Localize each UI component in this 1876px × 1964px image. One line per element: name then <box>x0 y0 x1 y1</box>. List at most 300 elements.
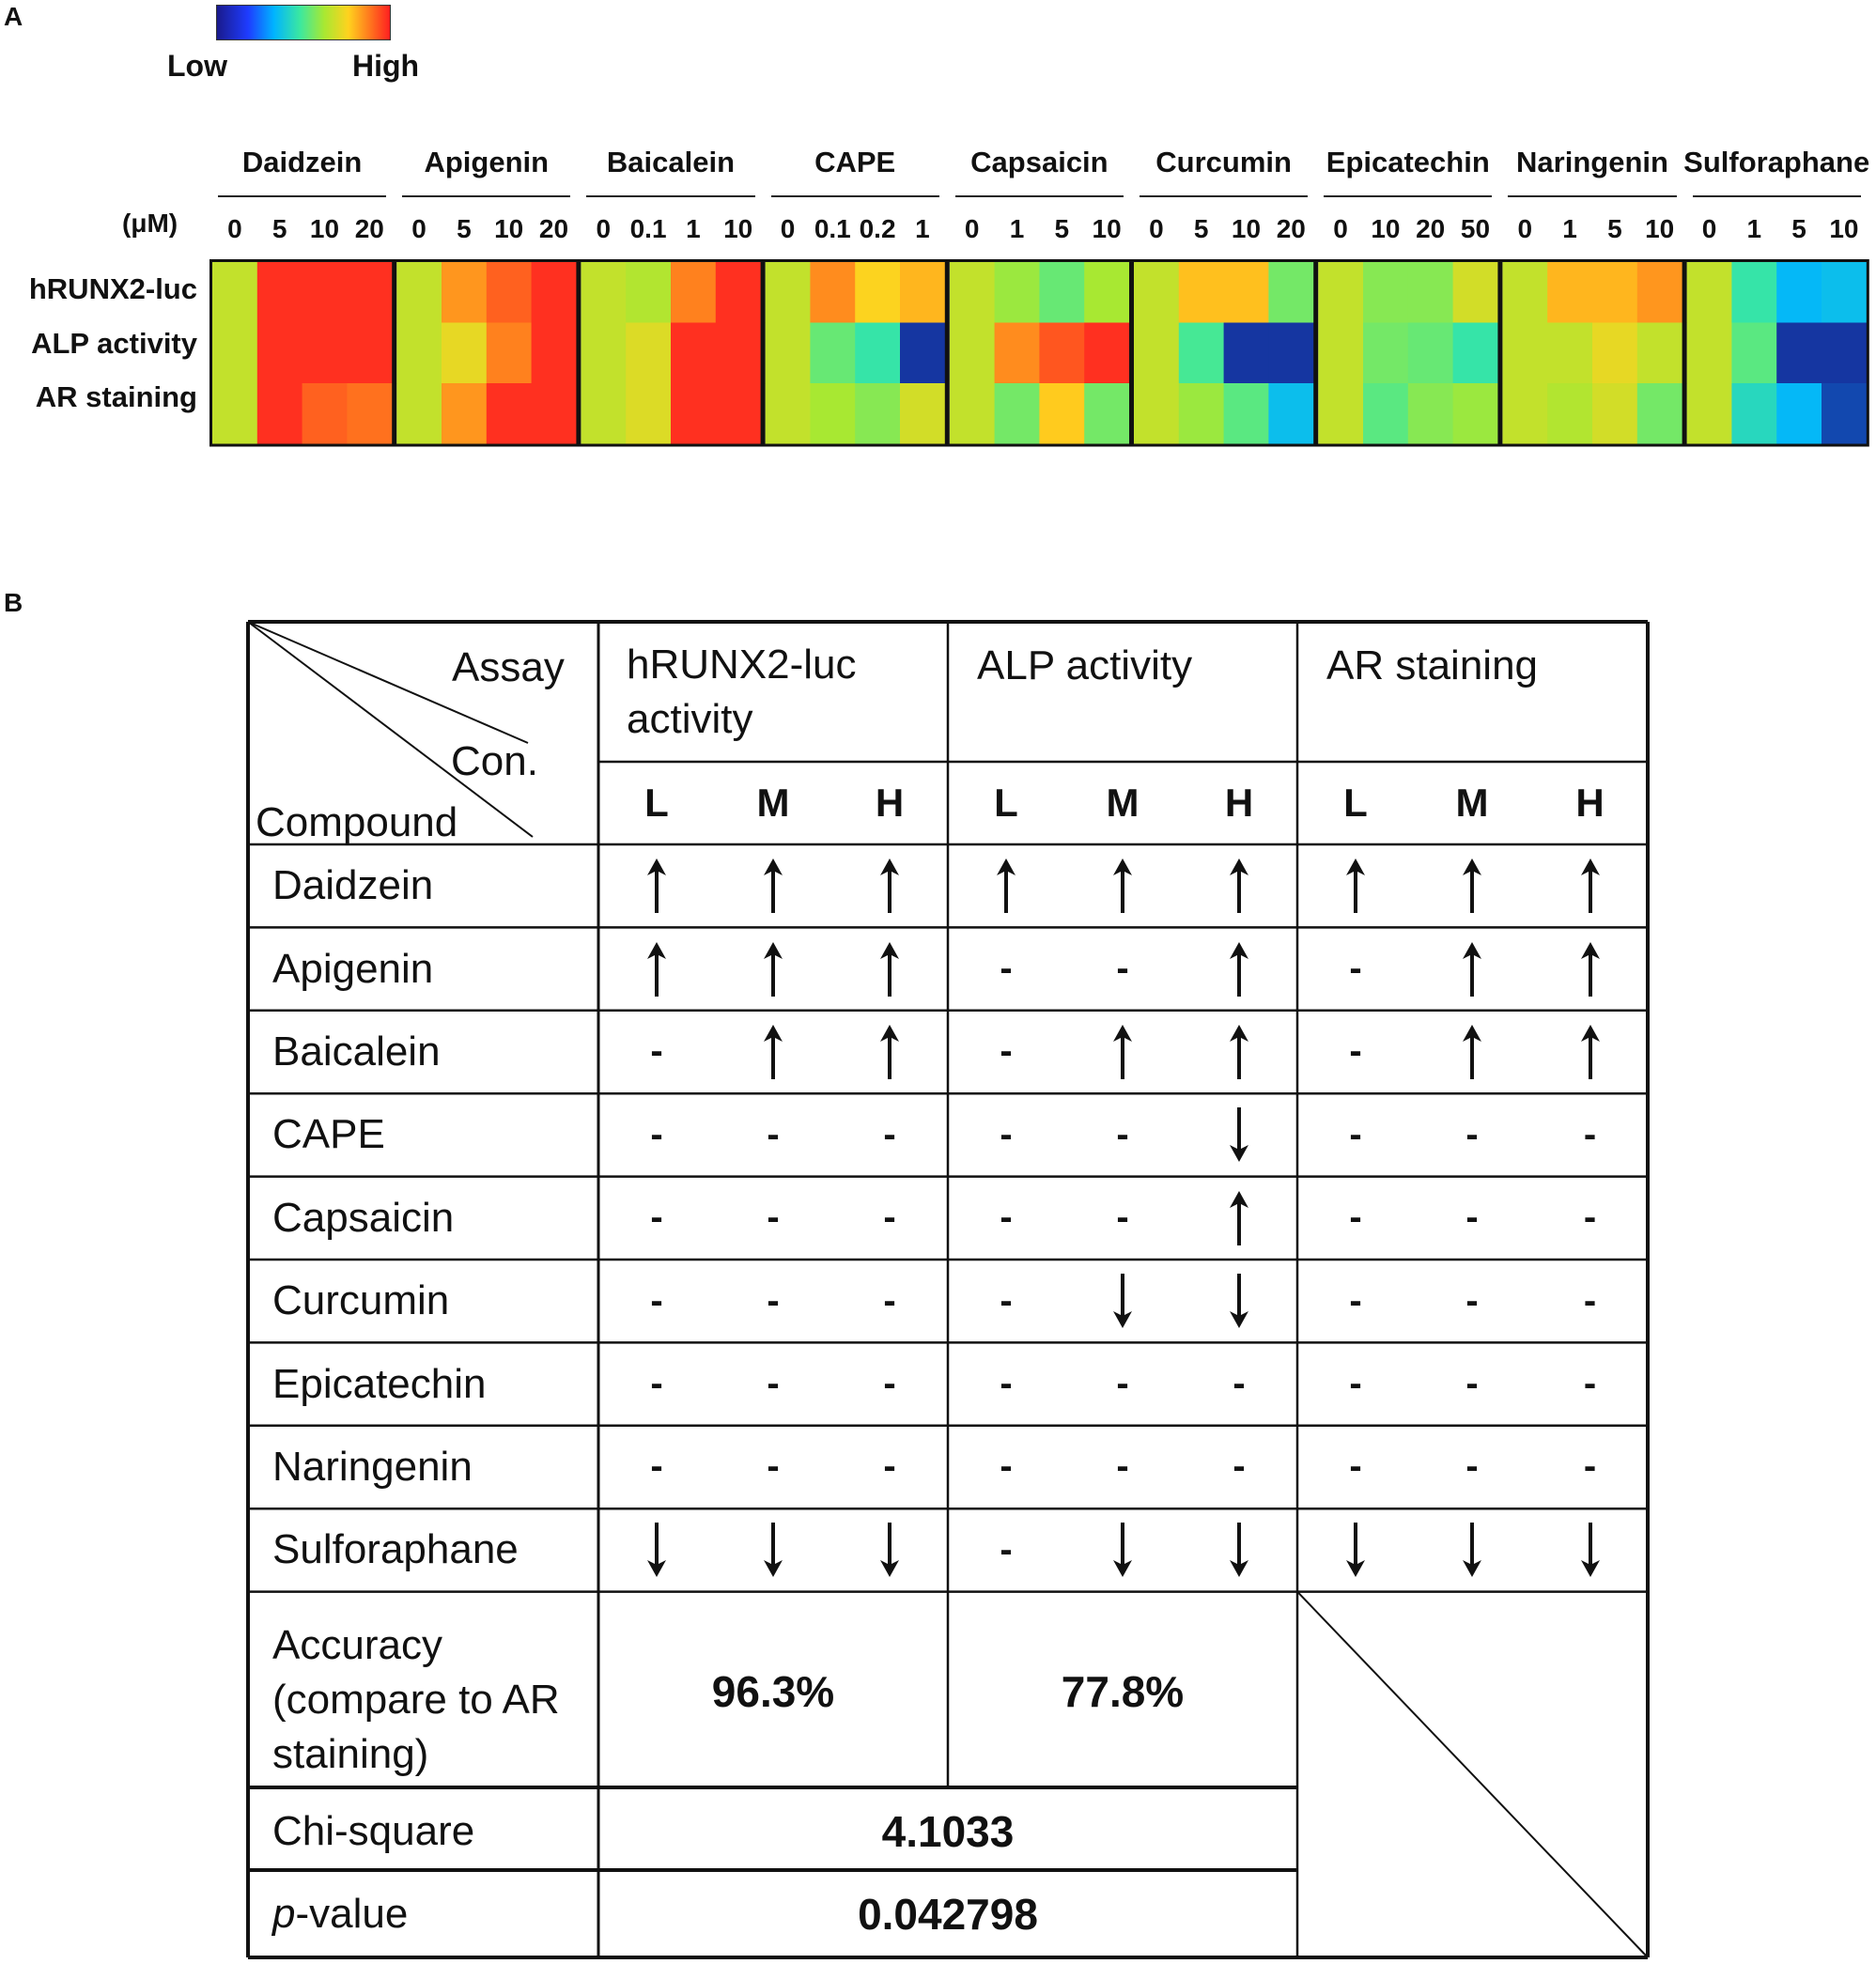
compound-underline <box>1324 195 1492 197</box>
effect-cell <box>1181 1177 1297 1260</box>
arrow-up-icon <box>1111 857 1134 915</box>
chi-square-value: 4.1033 <box>881 1807 1015 1856</box>
heatmap-cell-curcumin-1-3 <box>1268 323 1313 384</box>
compound-header-sulforaphane: Sulforaphane <box>1683 146 1870 178</box>
heatmap-cell-cape-1-3 <box>900 323 945 384</box>
heatmap-cell-capsaicin-1-2 <box>1039 323 1084 384</box>
heatmap-cell-apigenin-2-2 <box>487 383 532 444</box>
concentration-label: 50 <box>1460 214 1491 243</box>
heatmap-cell-naringenin-2-1 <box>1547 383 1592 444</box>
compound-row-label: Epicatechin <box>272 1360 487 1407</box>
effect-cell: - <box>650 1030 663 1073</box>
panel-a-label: A <box>4 2 23 31</box>
compound-header-apigenin: Apigenin <box>424 146 550 178</box>
effect-cell <box>1414 1508 1530 1591</box>
effect-cell <box>598 1508 715 1591</box>
heatmap-cell-baicalein-0-1 <box>626 262 671 323</box>
concentration-label: 20 <box>538 214 569 243</box>
heatmap-cell-daidzein-1-3 <box>347 323 392 384</box>
arrow-up-icon <box>995 857 1017 915</box>
concentration-label: 1 <box>1746 214 1762 243</box>
header-assay-ar: AR staining <box>1326 642 1539 688</box>
heatmap-cell-capsaicin-2-3 <box>1084 383 1129 444</box>
level-header-m: M <box>1106 781 1140 825</box>
heatmap-cell-capsaicin-2-1 <box>995 383 1040 444</box>
heatmap-cell-curcumin-1-2 <box>1224 323 1269 384</box>
heatmap-cell-epicatechin-0-2 <box>1408 262 1453 323</box>
effect-cell: - <box>1583 1279 1597 1322</box>
heatmap-cell-daidzein-0-3 <box>347 262 392 323</box>
effect-cell <box>1530 927 1650 1010</box>
effect-cell <box>1414 927 1530 1010</box>
heatmap-cell-apigenin-0-3 <box>532 262 577 323</box>
header-assay-hrunx2: hRUNX2-luc activity <box>627 642 857 742</box>
concentration-label: 20 <box>1276 214 1306 243</box>
heatmap-cell-daidzein-2-3 <box>347 383 392 444</box>
header-assay: Assay <box>452 644 565 690</box>
effect-cell <box>1181 1260 1297 1342</box>
heatmap-cell-apigenin-0-0 <box>396 262 442 323</box>
effect-cell <box>715 927 831 1010</box>
concentration-label: 0 <box>1701 214 1717 243</box>
effect-cell: - <box>1116 1197 1129 1239</box>
color-legend-bar <box>216 5 391 40</box>
heatmap-cell-naringenin-1-3 <box>1637 323 1682 384</box>
concentration-label: 5 <box>1193 214 1209 243</box>
header-con: Con. <box>451 738 538 784</box>
effect-cell: - <box>1465 1446 1479 1488</box>
arrow-down-icon <box>1228 1106 1250 1164</box>
heatmap-cell-capsaicin-0-2 <box>1039 262 1084 323</box>
effect-cell: - <box>1465 1113 1479 1155</box>
effect-cell <box>598 927 715 1010</box>
arrow-up-icon <box>1228 1023 1250 1081</box>
heatmap-cell-naringenin-0-3 <box>1637 262 1682 323</box>
heatmap-cell-epicatechin-2-2 <box>1408 383 1453 444</box>
effect-cell: - <box>650 1197 663 1239</box>
concentration-label: 10 <box>494 214 524 243</box>
effect-cell: - <box>1349 1113 1362 1155</box>
unit-label: (μM) <box>122 209 178 238</box>
heatmap-cell-capsaicin-2-0 <box>950 383 995 444</box>
heatmap-cell-curcumin-0-2 <box>1224 262 1269 323</box>
effect-cell: - <box>1349 1030 1362 1073</box>
arrow-down-icon <box>1579 1521 1602 1579</box>
heatmap-cell-epicatechin-0-3 <box>1453 262 1498 323</box>
effect-cell <box>831 844 948 927</box>
heatmap-row-label: AR staining <box>35 380 197 413</box>
arrow-up-icon <box>762 1023 784 1081</box>
level-header-m: M <box>1455 781 1489 825</box>
effect-cell: - <box>650 1113 663 1155</box>
concentration-label: 10 <box>1371 214 1401 243</box>
effect-cell <box>1414 1011 1530 1093</box>
heatmap-cell-naringenin-1-1 <box>1547 323 1592 384</box>
effect-cell: - <box>1116 1363 1129 1405</box>
compound-row-label: CAPE <box>272 1111 385 1158</box>
effect-cell: - <box>1349 1446 1362 1488</box>
legend-high-label: High <box>352 49 420 83</box>
level-header-h: H <box>875 781 905 825</box>
heatmap-cell-baicalein-1-1 <box>626 323 671 384</box>
effect-cell: - <box>650 1446 663 1488</box>
heatmap-cell-daidzein-1-2 <box>302 323 348 384</box>
arrow-down-icon <box>1461 1521 1483 1579</box>
effect-cell: - <box>1465 1363 1479 1405</box>
heatmap-cell-naringenin-0-2 <box>1592 262 1637 323</box>
heatmap-cell-epicatechin-2-1 <box>1363 383 1408 444</box>
heatmap-cell-apigenin-0-2 <box>487 262 532 323</box>
heatmap-cell-cape-0-3 <box>900 262 945 323</box>
arrow-down-icon <box>762 1521 784 1579</box>
concentration-label: 20 <box>354 214 384 243</box>
heatmap-cell-capsaicin-1-1 <box>995 323 1040 384</box>
concentration-label: 0 <box>596 214 612 243</box>
compound-row-label: Capsaicin <box>272 1194 455 1241</box>
concentration-label: 0 <box>1149 214 1164 243</box>
heatmap-cell-sulforaphane-1-2 <box>1776 323 1822 384</box>
effect-cell <box>1064 1011 1181 1093</box>
heatmap-cell-curcumin-2-0 <box>1134 383 1179 444</box>
heatmap-row-label: ALP activity <box>31 327 197 360</box>
level-header-l: L <box>644 781 669 825</box>
compound-header-curcumin: Curcumin <box>1155 146 1292 178</box>
effect-cell: - <box>1349 1197 1362 1239</box>
heatmap-cell-curcumin-0-3 <box>1268 262 1313 323</box>
results-table <box>246 621 1650 1960</box>
effect-cell: - <box>1349 1279 1362 1322</box>
p-value-value: 0.042798 <box>858 1890 1038 1939</box>
heatmap-cell-capsaicin-0-0 <box>950 262 995 323</box>
heatmap-cell-epicatechin-0-1 <box>1363 262 1408 323</box>
arrow-down-icon <box>1111 1272 1134 1330</box>
heatmap-cell-cape-2-2 <box>855 383 900 444</box>
concentration-label: 5 <box>457 214 472 243</box>
heatmap-cell-curcumin-1-1 <box>1179 323 1224 384</box>
heatmap-cell-curcumin-1-0 <box>1134 323 1179 384</box>
compound-underline <box>1508 195 1676 197</box>
concentration-label: 5 <box>1607 214 1622 243</box>
level-header-l: L <box>994 781 1018 825</box>
effect-cell: - <box>1349 948 1362 990</box>
header-assay-alp: ALP activity <box>977 642 1193 688</box>
heatmap-cell-naringenin-2-2 <box>1592 383 1637 444</box>
arrow-down-icon <box>1111 1521 1134 1579</box>
heatmap-cell-cape-0-2 <box>855 262 900 323</box>
arrow-up-icon <box>1461 1023 1483 1081</box>
heatmap-cell-daidzein-2-2 <box>302 383 348 444</box>
effect-cell <box>1064 1508 1181 1591</box>
compound-underline <box>955 195 1124 197</box>
arrow-up-icon <box>762 940 784 998</box>
arrow-down-icon <box>878 1521 901 1579</box>
heatmap-cell-apigenin-1-3 <box>532 323 577 384</box>
effect-cell: - <box>1349 1363 1362 1405</box>
heatmap-cell-apigenin-2-1 <box>442 383 487 444</box>
effect-cell: - <box>1000 1197 1013 1239</box>
effect-cell <box>831 1011 948 1093</box>
concentration-label: 10 <box>1829 214 1859 243</box>
effect-cell <box>1297 844 1414 927</box>
heatmap-cell-apigenin-1-2 <box>487 323 532 384</box>
arrow-up-icon <box>878 940 901 998</box>
effect-cell <box>1064 1260 1181 1342</box>
effect-cell: - <box>650 1279 663 1322</box>
diagonal-line <box>1297 1592 1648 1957</box>
panel-b-label: B <box>4 588 23 617</box>
compound-header-baicalein: Baicalein <box>606 146 736 178</box>
effect-cell <box>1530 844 1650 927</box>
arrow-down-icon <box>1228 1521 1250 1579</box>
legend-low-label: Low <box>167 49 227 83</box>
compound-row-label: Sulforaphane <box>272 1526 519 1573</box>
arrow-down-icon <box>645 1521 668 1579</box>
effect-cell: - <box>1233 1363 1246 1405</box>
arrow-up-icon <box>1228 940 1250 998</box>
heatmap-cell-epicatechin-1-3 <box>1453 323 1498 384</box>
heatmap-cell-naringenin-2-3 <box>1637 383 1682 444</box>
effect-cell: - <box>1000 1528 1013 1570</box>
level-header-h: H <box>1575 781 1605 825</box>
effect-cell: - <box>1000 1279 1013 1322</box>
effect-cell <box>1064 844 1181 927</box>
arrow-up-icon <box>878 1023 901 1081</box>
heatmap-cell-epicatechin-1-1 <box>1363 323 1408 384</box>
compound-row-label: Apigenin <box>272 945 434 992</box>
heatmap-cell-sulforaphane-2-1 <box>1731 383 1776 444</box>
effect-cell: - <box>883 1113 896 1155</box>
heatmap-cell-apigenin-1-0 <box>396 323 442 384</box>
arrow-up-icon <box>1228 857 1250 915</box>
compound-underline <box>1693 195 1861 197</box>
heatmap-cell-naringenin-1-2 <box>1592 323 1637 384</box>
heatmap-cell-curcumin-2-3 <box>1268 383 1313 444</box>
heatmap-cell-baicalein-2-3 <box>716 383 761 444</box>
heatmap-cell-cape-0-0 <box>766 262 811 323</box>
heatmap-cell-baicalein-2-0 <box>581 383 626 444</box>
concentration-label: 0 <box>964 214 980 243</box>
arrow-up-icon <box>1111 1023 1134 1081</box>
compound-header-naringenin: Naringenin <box>1516 146 1668 178</box>
heatmap-cell-epicatechin-2-0 <box>1318 383 1363 444</box>
concentration-label: 10 <box>723 214 753 243</box>
heatmap-cell-epicatechin-2-3 <box>1453 383 1498 444</box>
arrow-up-icon <box>762 857 784 915</box>
heatmap-cell-naringenin-2-0 <box>1502 383 1547 444</box>
heatmap-cell-baicalein-2-2 <box>671 383 716 444</box>
heatmap-row-label: hRUNX2-luc <box>28 272 197 305</box>
arrow-down-icon <box>1344 1521 1367 1579</box>
arrow-up-icon <box>1228 1189 1250 1247</box>
compound-row-label: Naringenin <box>272 1443 473 1490</box>
compound-row-label: Baicalein <box>272 1028 441 1075</box>
heatmap-cell-cape-1-0 <box>766 323 811 384</box>
effect-cell <box>1297 1508 1414 1591</box>
effect-cell <box>1530 1011 1650 1093</box>
concentration-label: 0 <box>1517 214 1533 243</box>
heatmap-cell-naringenin-0-0 <box>1502 262 1547 323</box>
effect-cell: - <box>1583 1446 1597 1488</box>
concentration-label: 1 <box>915 214 930 243</box>
header-compound: Compound <box>256 799 458 845</box>
arrow-up-icon <box>1579 940 1602 998</box>
concentration-label: 10 <box>1092 214 1122 243</box>
arrow-up-icon <box>645 940 668 998</box>
effect-cell: - <box>1583 1113 1597 1155</box>
heatmap-cell-naringenin-0-1 <box>1547 262 1592 323</box>
heatmap-cell-cape-2-0 <box>766 383 811 444</box>
effect-cell: - <box>883 1363 896 1405</box>
concentration-label: 0 <box>780 214 796 243</box>
heatmap-cell-sulforaphane-0-2 <box>1776 262 1822 323</box>
heatmap-cell-daidzein-0-0 <box>212 262 257 323</box>
heatmap-cell-daidzein-0-1 <box>257 262 302 323</box>
heatmap-cell-cape-1-2 <box>855 323 900 384</box>
concentration-label: 0.2 <box>859 214 896 243</box>
heatmap-cell-sulforaphane-2-2 <box>1776 383 1822 444</box>
arrow-up-icon <box>878 857 901 915</box>
heatmap-cell-baicalein-1-0 <box>581 323 626 384</box>
concentration-label: 1 <box>1562 214 1577 243</box>
effect-cell: - <box>1465 1197 1479 1239</box>
heatmap-cell-baicalein-2-1 <box>626 383 671 444</box>
arrow-up-icon <box>1344 857 1367 915</box>
effect-cell <box>948 844 1064 927</box>
concentration-label: 1 <box>1009 214 1025 243</box>
p-value-suffix: -value <box>295 1891 409 1937</box>
effect-cell <box>715 1508 831 1591</box>
effect-cell <box>1181 1093 1297 1176</box>
concentration-label: 0 <box>411 214 426 243</box>
heatmap-cell-epicatechin-0-0 <box>1318 262 1363 323</box>
concentration-label: 20 <box>1416 214 1446 243</box>
concentration-label: 1 <box>686 214 701 243</box>
heatmap-cell-sulforaphane-1-3 <box>1822 323 1867 384</box>
arrow-down-icon <box>1228 1272 1250 1330</box>
concentration-label: 5 <box>271 214 287 243</box>
heatmap-cell-capsaicin-1-0 <box>950 323 995 384</box>
effect-cell: - <box>1000 1446 1013 1488</box>
compound-underline <box>402 195 570 197</box>
heatmap-cell-capsaicin-2-2 <box>1039 383 1084 444</box>
concentration-label: 0 <box>227 214 242 243</box>
heatmap-cell-sulforaphane-0-1 <box>1731 262 1776 323</box>
heatmap-cell-sulforaphane-1-1 <box>1731 323 1776 384</box>
effect-cell: - <box>1116 1113 1129 1155</box>
heatmap-cell-naringenin-1-0 <box>1502 323 1547 384</box>
effect-cell: - <box>1583 1197 1597 1239</box>
heatmap-cell-capsaicin-0-3 <box>1084 262 1129 323</box>
heatmap-cell-cape-1-1 <box>810 323 855 384</box>
effect-cell <box>1414 844 1530 927</box>
heatmap-cell-sulforaphane-2-0 <box>1687 383 1732 444</box>
concentration-label: 0.1 <box>814 214 851 243</box>
heatmap-cell-baicalein-0-2 <box>671 262 716 323</box>
heatmap-cell-apigenin-1-1 <box>442 323 487 384</box>
compound-underline <box>218 195 386 197</box>
effect-cell: - <box>1116 1446 1129 1488</box>
effect-cell <box>1181 1011 1297 1093</box>
heatmap-cell-cape-0-1 <box>810 262 855 323</box>
effect-cell: - <box>1583 1363 1597 1405</box>
effect-cell: - <box>1000 1113 1013 1155</box>
heatmap-cell-daidzein-1-0 <box>212 323 257 384</box>
concentration-label: 0.1 <box>629 214 667 243</box>
heatmap-cell-baicalein-0-3 <box>716 262 761 323</box>
effect-cell: - <box>650 1363 663 1405</box>
effect-cell: - <box>767 1446 780 1488</box>
effect-cell: - <box>767 1363 780 1405</box>
level-header-l: L <box>1343 781 1368 825</box>
accuracy-alp-value: 77.8% <box>1061 1667 1185 1716</box>
effect-cell: - <box>883 1197 896 1239</box>
effect-cell <box>1181 844 1297 927</box>
heatmap <box>209 259 1874 441</box>
compound-row-label: Curcumin <box>272 1277 450 1324</box>
concentration-label: 10 <box>309 214 340 243</box>
arrow-up-icon <box>1461 857 1483 915</box>
heatmap-cell-epicatechin-1-2 <box>1408 323 1453 384</box>
compound-header-epicatechin: Epicatechin <box>1326 146 1490 178</box>
accuracy-hrunx2-value: 96.3% <box>711 1667 835 1716</box>
effect-cell: - <box>1116 948 1129 990</box>
arrow-up-icon <box>645 857 668 915</box>
heatmap-cell-curcumin-0-0 <box>1134 262 1179 323</box>
effect-cell <box>1181 927 1297 1010</box>
heatmap-cell-daidzein-0-2 <box>302 262 348 323</box>
effect-cell: - <box>1465 1279 1479 1322</box>
compound-header-cape: CAPE <box>814 146 896 178</box>
compound-header-capsaicin: Capsaicin <box>970 146 1109 178</box>
compound-row-label: Daidzein <box>272 862 434 909</box>
compound-underline <box>586 195 754 197</box>
effect-cell: - <box>1000 1030 1013 1073</box>
heatmap-cell-daidzein-1-1 <box>257 323 302 384</box>
heatmap-cell-apigenin-2-3 <box>532 383 577 444</box>
heatmap-cell-daidzein-2-0 <box>212 383 257 444</box>
effect-cell <box>1181 1508 1297 1591</box>
p-value-label <box>246 1874 598 1955</box>
effect-cell: - <box>767 1197 780 1239</box>
arrow-up-icon <box>1579 1023 1602 1081</box>
effect-cell: - <box>767 1113 780 1155</box>
compound-header-daidzein: Daidzein <box>241 146 363 178</box>
heatmap-cell-capsaicin-1-3 <box>1084 323 1129 384</box>
effect-cell: - <box>1233 1446 1246 1488</box>
heatmap-cell-cape-2-3 <box>900 383 945 444</box>
effect-cell: - <box>883 1279 896 1322</box>
heatmap-cell-apigenin-0-1 <box>442 262 487 323</box>
level-header-m: M <box>756 781 790 825</box>
heatmap-cell-apigenin-2-0 <box>396 383 442 444</box>
effect-cell <box>831 927 948 1010</box>
effect-cell: - <box>1000 1363 1013 1405</box>
concentration-label: 10 <box>1645 214 1675 243</box>
heatmap-cell-baicalein-1-2 <box>671 323 716 384</box>
arrow-up-icon <box>1579 857 1602 915</box>
effect-cell: - <box>1000 948 1013 990</box>
heatmap-cell-sulforaphane-2-3 <box>1822 383 1867 444</box>
heatmap-cell-baicalein-1-3 <box>716 323 761 384</box>
heatmap-cell-daidzein-2-1 <box>257 383 302 444</box>
concentration-label: 10 <box>1231 214 1262 243</box>
effect-cell <box>831 1508 948 1591</box>
heatmap-cell-sulforaphane-0-0 <box>1687 262 1732 323</box>
concentration-label: 5 <box>1791 214 1806 243</box>
effect-cell <box>598 844 715 927</box>
heatmap-cell-sulforaphane-1-0 <box>1687 323 1732 384</box>
concentration-label: 5 <box>1054 214 1070 243</box>
